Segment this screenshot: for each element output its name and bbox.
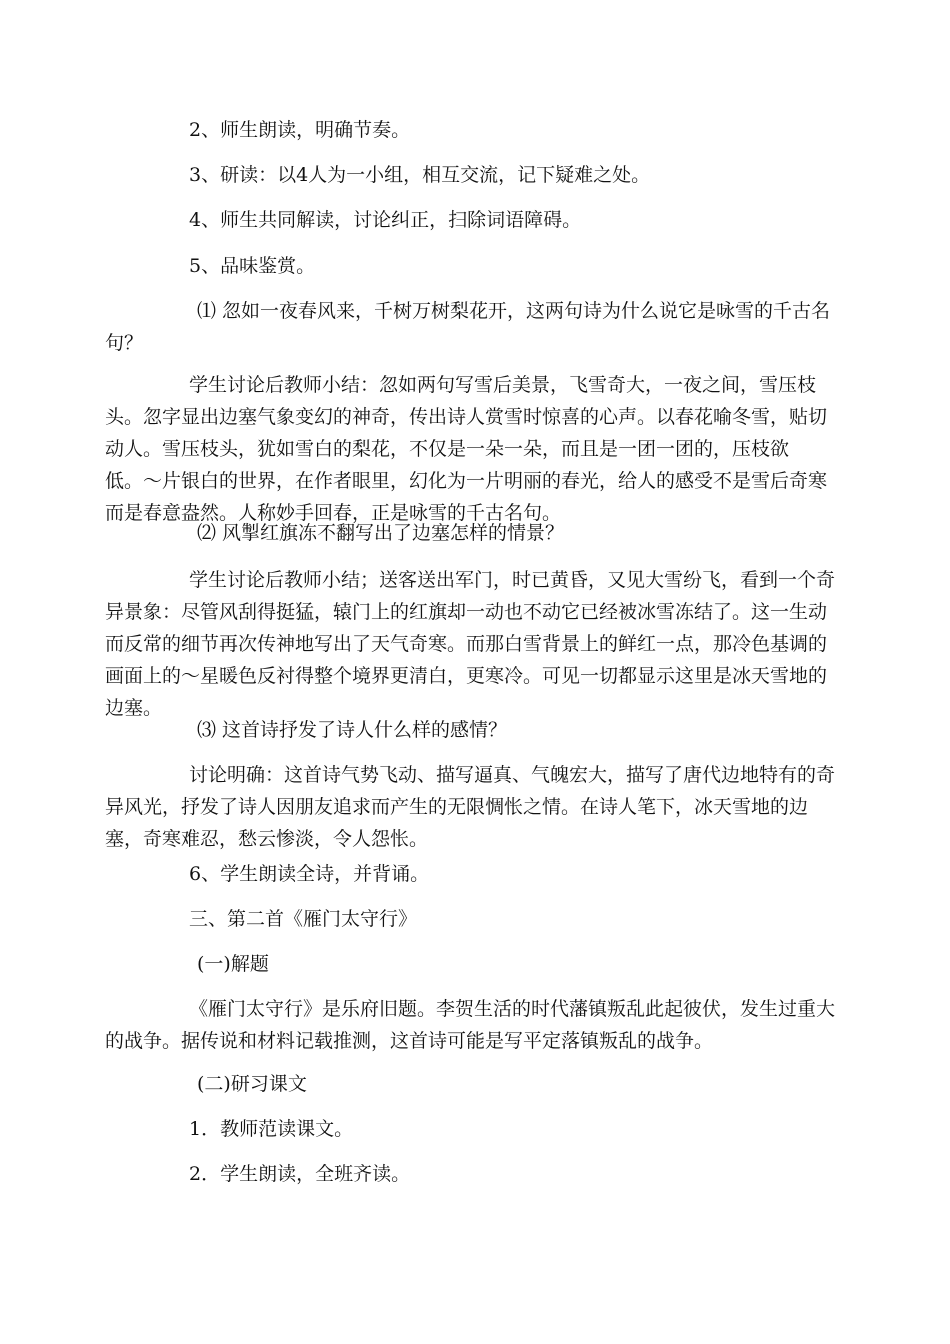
subheading-study-text: (二)研习课文 xyxy=(197,1073,307,1095)
subheading-title-explanation: (一)解题 xyxy=(197,953,269,975)
paragraph-step-3: 3、研读：以4人为一小组，相互交流，记下疑难之处。 xyxy=(189,164,651,186)
question-2: ⑵ 风掣红旗冻不翻写出了边塞怎样的情景？ xyxy=(197,522,565,544)
section-heading-3: 三、第二首《雁门太守行》 xyxy=(189,908,418,930)
title-explanation-text: 《雁门太守行》是乐府旧题。李贺生活的时代藩镇叛乱此起彼伏，发生过重大的战争。据传说和材料记载推测，这首诗可能是写平定落镇叛乱的战争。 xyxy=(105,998,836,1052)
paragraph-step-2: 2、师生朗读，明确节奏。 xyxy=(189,119,411,141)
paragraph-step-5: 5、品味鉴赏。 xyxy=(189,255,316,277)
study-step-2: 2．学生朗读，全班齐读。 xyxy=(189,1163,411,1185)
paragraph-step-6: 6、学生朗读全诗，并背诵。 xyxy=(189,863,430,885)
discussion-conclusion: 讨论明确：这首诗气势飞动、描写逼真、气魄宏大，描写了唐代边地特有的奇异风光，抒发了诗人因朋友追求而产生的无限惆怅之情。在诗人笔下，冰天雪地的边塞，奇寒难忍，愁云惨淡，令人怨怅。 xyxy=(105,764,836,850)
question-3: ⑶ 这首诗抒发了诗人什么样的感情？ xyxy=(197,719,508,741)
question-1: ⑴ 忽如一夜春风来，千树万树梨花开，这两句诗为什么说它是咏雪的千古名句？ xyxy=(105,300,831,354)
summary-2: 学生讨论后教师小结；送客送出军门，时已黄昏，又见大雪纷飞，看到一个奇异景象：尽管风刮得挺猛，辕门上的红旗却一动也不动它已经被冰雪冻结了。这一生动而反常的细节再次传神地写出了天气奇寒。而那白雪背景上的鲜红一点，那冷色基调的画面上的〜星暖色反衬得整个境界更清白，更寒冷。可见一切都显示这里是冰天雪地的边塞。 xyxy=(105,569,836,719)
study-step-1: 1．教师范读课文。 xyxy=(189,1118,354,1140)
summary-1: 学生讨论后教师小结：忽如两句写雪后美景，飞雪奇大，一夜之间，雪压枝头。忽字显出边塞气象变幻的神奇，传出诗人赏雪时惊喜的心声。以春花喻冬雪，贴切动人。雪压枝头，犹如雪白的梨花，不仅是一朵一朵，而且是一团一团的，压枝欲低。〜片银白的世界，在作者眼里，幻化为一片明丽的春光，给人的感受不是雪后奇寒而是春意盎然。人称妙手回春，正是咏雪的千古名句。 xyxy=(105,374,828,524)
paragraph-step-4: 4、师生共同解读，讨论纠正，扫除词语障碍。 xyxy=(189,209,582,231)
